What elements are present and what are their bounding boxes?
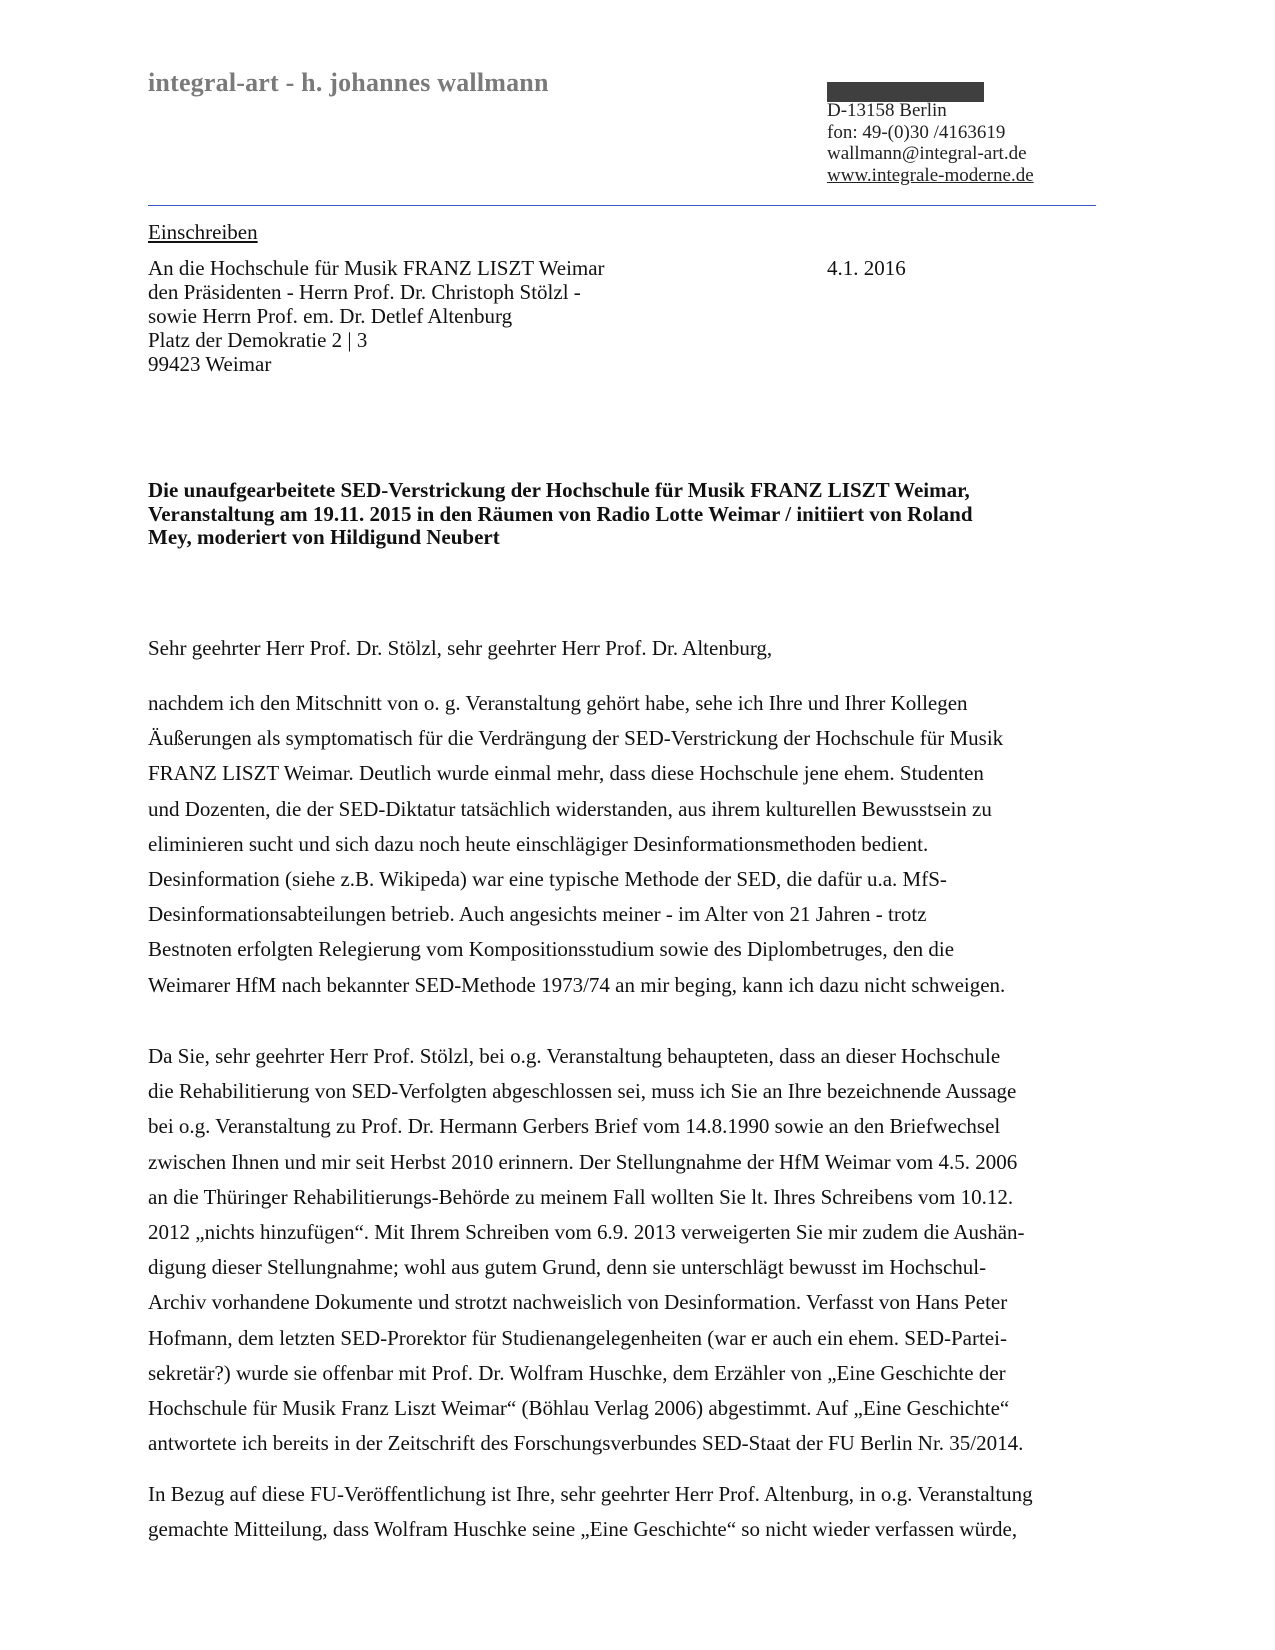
body-line: Äußerungen als symptomatisch für die Verdrängung der SED-Verstrickung der Hochschule für Musik — [148, 726, 1004, 751]
body-paragraph-3 — [148, 1477, 1033, 1547]
body-paragraph-2 — [148, 1039, 1025, 1461]
body-line: In Bezug auf diese FU-Veröffentlichung ist Ihre, sehr geehrter Herr Prof. Altenburg, in o.g. Veranstaltung — [148, 1482, 1033, 1506]
body-line: Desinformation (siehe z.B. Wikipeda) war eine typische Methode der SED, die dafür u.a. MfS- — [148, 867, 947, 892]
body-line: bei o.g. Veranstaltung zu Prof. Dr. Hermann Gerbers Brief vom 14.8.1990 sowie an den Briefwechsel — [148, 1114, 1001, 1139]
body-line: Hochschule für Musik Franz Liszt Weimar“ (Böhlau Verlag 2006) abgestimmt. Auf „Eine Geschichte“ — [148, 1396, 1010, 1421]
salutation: Sehr geehrter Herr Prof. Dr. Stölzl, sehr geehrter Herr Prof. Dr. Altenburg, — [148, 636, 773, 660]
body-line: Da Sie, sehr geehrter Herr Prof. Stölzl, bei o.g. Veranstaltung behaupteten, dass an dieser Hochschule — [148, 1044, 1001, 1068]
body-line: Archiv vorhandene Dokumente und strotzt nachweislich von Desinformation. Verfasst von Hans Peter — [148, 1290, 1008, 1315]
recipient-line: den Präsidenten - Herrn Prof. Dr. Christoph Stölzl - — [148, 280, 581, 304]
body-line: nachdem ich den Mitschnitt von o. g. Veranstaltung gehört habe, sehe ich Ihre und Ihrer Kollegen — [148, 691, 968, 715]
letterhead-contact — [827, 100, 1034, 186]
recipient-line: Platz der Demokratie 2 | 3 — [148, 328, 368, 352]
body-line: eliminieren sucht und sich dazu noch heute einschlägiger Desinformationsmethoden bedient. — [148, 831, 929, 856]
subject-line: Mey, moderiert von Hildigund Neubert — [148, 525, 500, 549]
recipient-address — [148, 256, 605, 376]
body-line: Weimarer HfM nach bekannter SED-Methode 1973/74 an mir beging, kann ich dazu nicht schweigen. — [148, 972, 1006, 997]
body-line: gemachte Mitteilung, dass Wolfram Huschke seine „Eine Geschichte“ so nicht wieder verfassen würde, — [148, 1517, 1018, 1542]
body-paragraph-1 — [148, 686, 1005, 1003]
body-line: FRANZ LISZT Weimar. Deutlich wurde einmal mehr, dass diese Hochschule jene ehem. Studenten — [148, 761, 984, 786]
letterhead-brand: integral-art - h. johannes wallmann — [148, 68, 549, 97]
body-line: und Dozenten, die der SED-Diktatur tatsächlich widerstanden, aus ihrem kulturellen Bewusstsein zu — [148, 796, 992, 821]
body-line: 2012 „nichts hinzufügen“. Mit Ihrem Schreiben vom 6.9. 2013 verweigerten Sie mir zudem die Aushän- — [148, 1220, 1025, 1245]
contact-email: wallmann@integral-art.de — [827, 143, 1027, 164]
send-type: Einschreiben — [148, 220, 258, 244]
letterhead-divider — [148, 205, 1096, 206]
body-line: sekretär?) wurde sie offenbar mit Prof. Dr. Wolfram Huschke, dem Erzähler von „Eine Geschichte der — [148, 1360, 1006, 1385]
body-line: zwischen Ihnen und mir seit Herbst 2010 erinnern. Der Stellungnahme der HfM Weimar vom 4.5. 2006 — [148, 1149, 1018, 1174]
subject-line: Die unaufgearbeitete SED-Verstrickung der Hochschule für Musik FRANZ LISZT Weimar, — [148, 478, 970, 502]
contact-phone: fon: 49-(0)30 /4163619 — [827, 121, 1006, 143]
contact-website-link[interactable]: www.integrale-moderne.de — [827, 164, 1034, 186]
body-line: digung dieser Stellungnahme; wohl aus gutem Grund, denn sie unterschlägt bewusst im Hochschul- — [148, 1255, 987, 1280]
letter-date: 4.1. 2016 — [827, 256, 906, 280]
recipient-line: sowie Herrn Prof. em. Dr. Detlef Altenburg — [148, 304, 513, 328]
subject-heading — [148, 479, 1108, 550]
redacted-address-bar — [827, 82, 984, 102]
body-line: die Rehabilitierung von SED-Verfolgten abgeschlossen sei, muss ich Sie an Ihre bezeichnende Aussage — [148, 1079, 1017, 1104]
contact-city: D-13158 Berlin — [827, 100, 947, 121]
recipient-line: An die Hochschule für Musik FRANZ LISZT Weimar — [148, 256, 605, 280]
body-line: Desinformationsabteilungen betrieb. Auch angesichts meiner - im Alter von 21 Jahren - trotz — [148, 902, 927, 927]
body-line: Bestnoten erfolgten Relegierung vom Kompositionsstudium sowie des Diplombetruges, den die — [148, 937, 955, 962]
body-line: antwortete ich bereits in der Zeitschrift des Forschungsverbundes SED-Staat der FU Berlin Nr. 35/2014. — [148, 1431, 1024, 1456]
subject-line: Veranstaltung am 19.11. 2015 in den Räumen von Radio Lotte Weimar / initiiert von Roland — [148, 501, 973, 526]
body-line: an die Thüringer Rehabilitierungs-Behörde zu meinem Fall wollten Sie lt. Ihres Schreibens vom 10.12. — [148, 1184, 1014, 1209]
recipient-line: 99423 Weimar — [148, 352, 272, 376]
body-line: Hofmann, dem letzten SED-Prorektor für Studienangelegenheiten (war er auch ein ehem. SED-Partei- — [148, 1325, 1007, 1350]
